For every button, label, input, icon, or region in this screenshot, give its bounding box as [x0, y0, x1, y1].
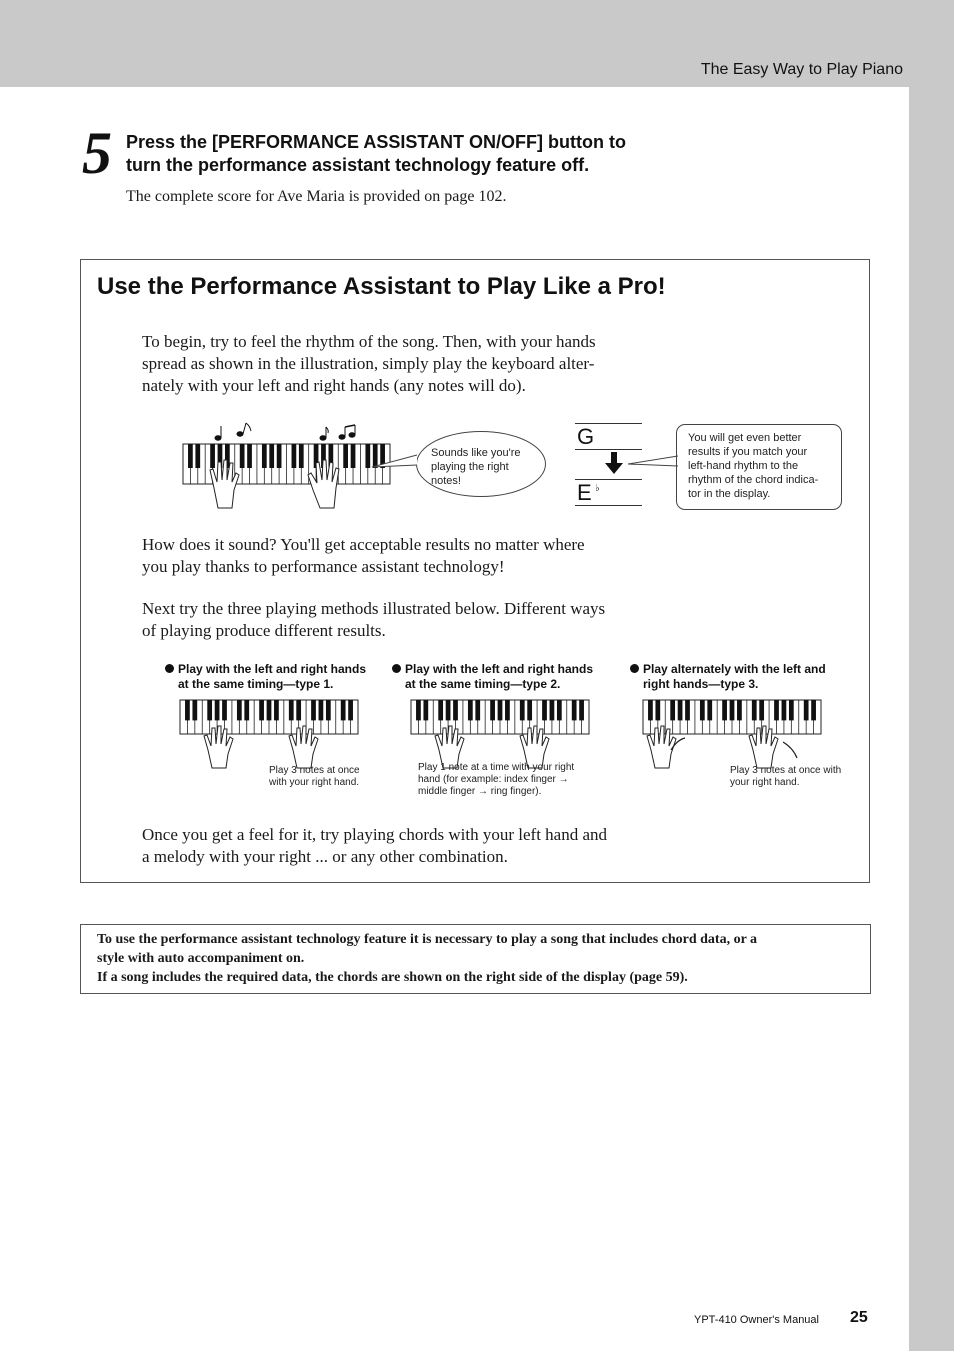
method-3-note	[730, 765, 855, 789]
text-line: middle finger → ring finger).	[418, 786, 542, 797]
method-1-label	[165, 662, 375, 692]
result-paragraph	[142, 534, 652, 578]
text-line: Next try the three playing methods illustrated below. Different ways	[142, 599, 606, 618]
text-line: you play thanks to performance assistant technology!	[142, 557, 505, 576]
text-line: playing the right	[431, 461, 509, 473]
text-line: Play 3 notes at once with	[730, 765, 842, 776]
closing-paragraph	[142, 824, 652, 868]
text-line: To use the performance assistant technology feature it is necessary to play a song that includes chord data, or a	[97, 932, 758, 947]
text-line: You will get even better	[688, 432, 802, 444]
bullet-icon	[392, 664, 401, 673]
footer-manual-name: YPT-410 Owner's Manual	[694, 1314, 819, 1326]
keyboard-illustration-type3	[643, 698, 823, 774]
music-notes-icon	[215, 423, 355, 440]
callout-pointer	[627, 455, 679, 469]
text-line: Play 3 notes at once	[269, 765, 360, 776]
text-line: your right hand.	[730, 777, 800, 788]
text-line: of playing produce different results.	[142, 621, 386, 640]
running-title: The Easy Way to Play Piano	[700, 61, 903, 78]
bubble-pointer	[370, 452, 420, 472]
text-line: Play 1 note at a time with your right	[418, 762, 575, 773]
text-line: a melody with your right ... or any other combination.	[142, 847, 508, 866]
text-line: Sounds like you're	[431, 447, 521, 459]
text-line: nately with your left and right hands (any notes will do).	[142, 376, 526, 395]
step-number: 5	[82, 120, 112, 186]
keyboard-illustration-type1	[180, 698, 360, 766]
text-line: at the same timing—type 1.	[178, 677, 334, 691]
notice-text	[97, 930, 857, 987]
chord-e: E	[577, 480, 592, 505]
text-line: spread as shown in the illustration, simply play the keyboard alter-	[142, 354, 595, 373]
chord-g: G	[577, 424, 595, 449]
text-line: tor in the display.	[688, 488, 771, 500]
text-line: Once you get a feel for it, try playing chords with your left hand and	[142, 825, 608, 844]
keyboard-illustration-type2	[411, 698, 591, 766]
tip-box-title: Use the Performance Assistant to Play Like a Pro!	[97, 273, 666, 300]
speech-bubble-text	[431, 446, 541, 488]
text-line: with your right hand.	[269, 777, 360, 788]
step-heading-line: Press the [PERFORMANCE ASSISTANT ON/OFF] button to	[126, 132, 626, 152]
intro-paragraph	[142, 331, 652, 397]
text-line: results if you match your	[688, 446, 808, 458]
method-3-label	[630, 662, 840, 692]
bullet-icon	[630, 664, 639, 673]
text-line: right hands—type 3.	[643, 677, 759, 691]
text-line: Play with the left and right hands	[405, 662, 594, 676]
text-line: left-hand rhythm to the	[688, 460, 799, 472]
step-heading-line: turn the performance assistant technology feature off.	[126, 155, 590, 175]
text-line: If a song includes the required data, the chords are shown on the right side of the display (page 59).	[97, 970, 688, 985]
text-line: at the same timing—type 2.	[405, 677, 561, 691]
curved-arrow-icon	[783, 742, 797, 758]
method-2-label	[392, 662, 602, 692]
text-line: style with auto accompaniment on.	[97, 951, 305, 966]
page-number: 25	[850, 1309, 868, 1326]
down-arrow-icon	[605, 452, 623, 474]
text-line: Play alternately with the left and	[643, 662, 826, 676]
methods-paragraph	[142, 598, 652, 642]
text-line: How does it sound? You'll get acceptable results no matter where	[142, 535, 585, 554]
callout-text	[688, 431, 838, 501]
text-line: notes!	[431, 475, 461, 487]
step-body: The complete score for Ave Maria is provided on page 102.	[126, 188, 507, 205]
text-line: Play with the left and right hands	[178, 662, 367, 676]
text-line: To begin, try to feel the rhythm of the song. Then, with your hands	[142, 332, 596, 351]
text-line: rhythm of the chord indica-	[688, 474, 819, 486]
text-line: hand (for example: index finger →	[418, 774, 569, 785]
method-1-note	[269, 765, 379, 789]
side-band	[909, 87, 954, 1351]
method-2-note	[418, 762, 588, 798]
flat-sign: ♭	[595, 483, 600, 494]
step-heading	[126, 131, 726, 177]
bullet-icon	[165, 664, 174, 673]
